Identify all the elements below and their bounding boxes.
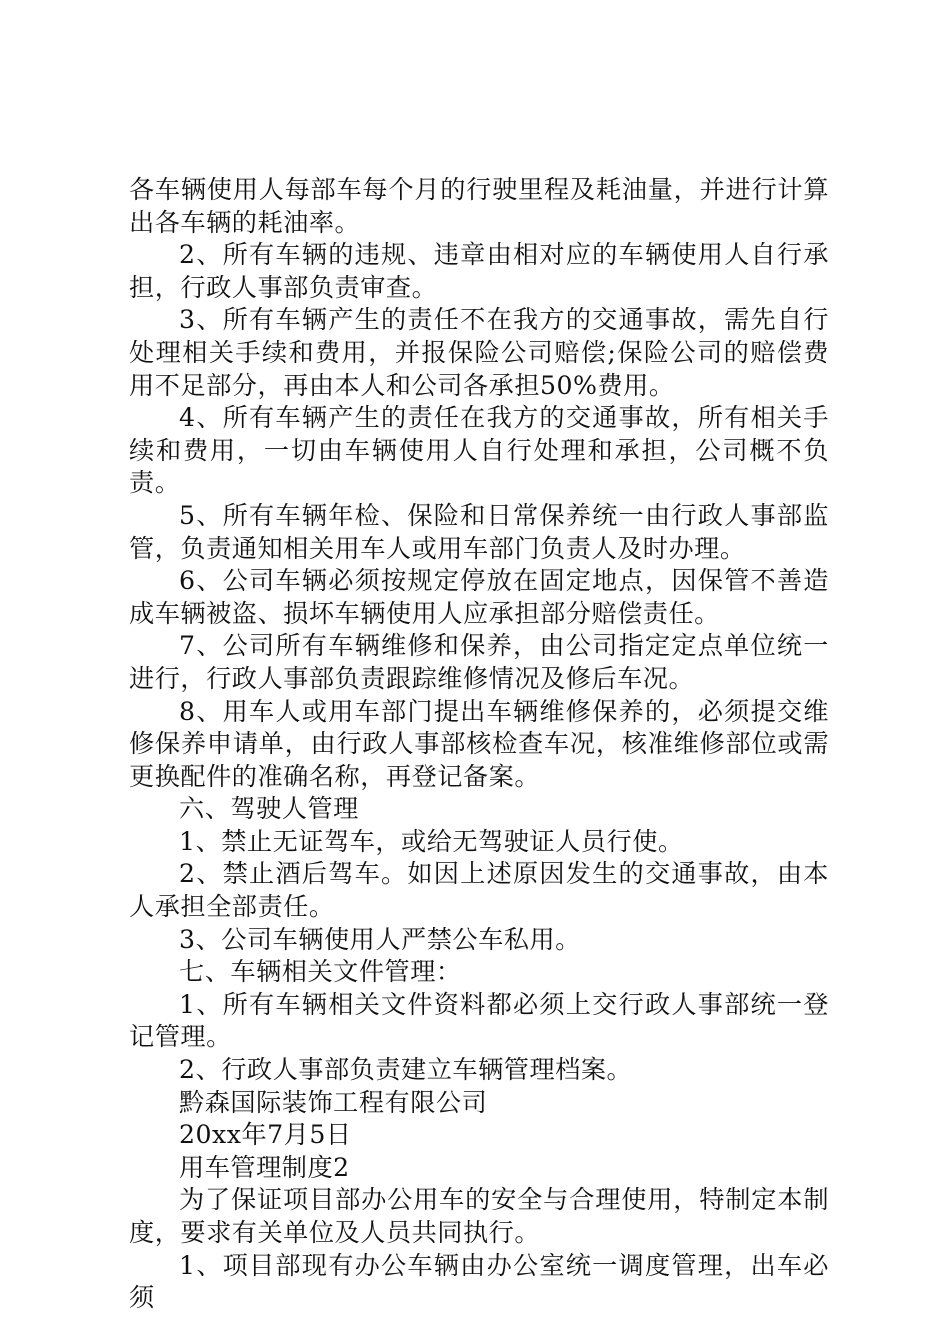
document-body	[129, 174, 829, 1315]
paragraph-dispatch: 1、项目部现有办公车辆由办公室统一调度管理，出车必须	[129, 1250, 829, 1313]
paragraph-documents-submission: 1、所有车辆相关文件资料都必须上交行政人事部统一登记管理。	[129, 989, 829, 1052]
section-heading-vehicle-documents: 七、车辆相关文件管理：	[179, 957, 462, 987]
document-date: 20xx年7月5日	[179, 1120, 352, 1150]
section-heading-driver-management: 六、驾驶人管理	[179, 794, 359, 824]
paragraph-accident-liable: 4、所有车辆产生的责任在我方的交通事故，所有相关手续和费用，一切由车辆使用人自行处理和承担，公司概不负责。	[129, 403, 829, 498]
paragraph-fuel-calculation: 各车辆使用人每部车每个月的行驶里程及耗油量，并进行计算出各车辆的耗油率。	[129, 175, 829, 237]
paragraph-violations: 2、所有车辆的违规、违章由相对应的车辆使用人自行承担，行政人事部负责审查。	[129, 240, 829, 302]
document-title-2: 用车管理制度2	[179, 1152, 350, 1182]
paragraph-parking: 6、公司车辆必须按规定停放在固定地点，因保管不善造成车辆被盗、损坏车辆使用人应承担部分赔偿责任。	[129, 566, 829, 628]
paragraph-no-drunk-driving: 2、禁止酒后驾车。如因上述原因发生的交通事故，由本人承担全部责任。	[129, 859, 829, 922]
paragraph-inspection-insurance: 5、所有车辆年检、保险和日常保养统一由行政人事部监管，负责通知相关用车人或用车部门负责人及时办理。	[129, 500, 829, 563]
paragraph-maintenance: 7、公司所有车辆维修和保养，由公司指定定点单位统一进行，行政人事部负责跟踪维修情况及修后车况。	[129, 631, 829, 693]
paragraph-accident-not-liable: 3、所有车辆产生的责任不在我方的交通事故，需先自行处理相关手续和费用，并报保险公司赔偿;保险公司的赔偿费用不足部分，再由本人和公司各承担50%费用。	[129, 305, 829, 400]
paragraph-no-license: 1、禁止无证驾车，或给无驾驶证人员行使。	[179, 826, 684, 856]
paragraph-no-private-use: 3、公司车辆使用人严禁公车私用。	[179, 924, 581, 954]
paragraph-purpose: 为了保证项目部办公用车的安全与合理使用，特制定本制度，要求有关单位及人员共同执行。	[129, 1185, 829, 1247]
paragraph-vehicle-archive: 2、行政人事部负责建立车辆管理档案。	[179, 1055, 633, 1085]
paragraph-repair-request: 8、用车人或用车部门提出车辆维修保养的，必须提交维修保养申请单，由行政人事部核检查车况，核准维修部位或需更换配件的准确名称，再登记备案。	[129, 696, 829, 791]
company-name: 黔森国际装饰工程有限公司	[179, 1087, 488, 1117]
